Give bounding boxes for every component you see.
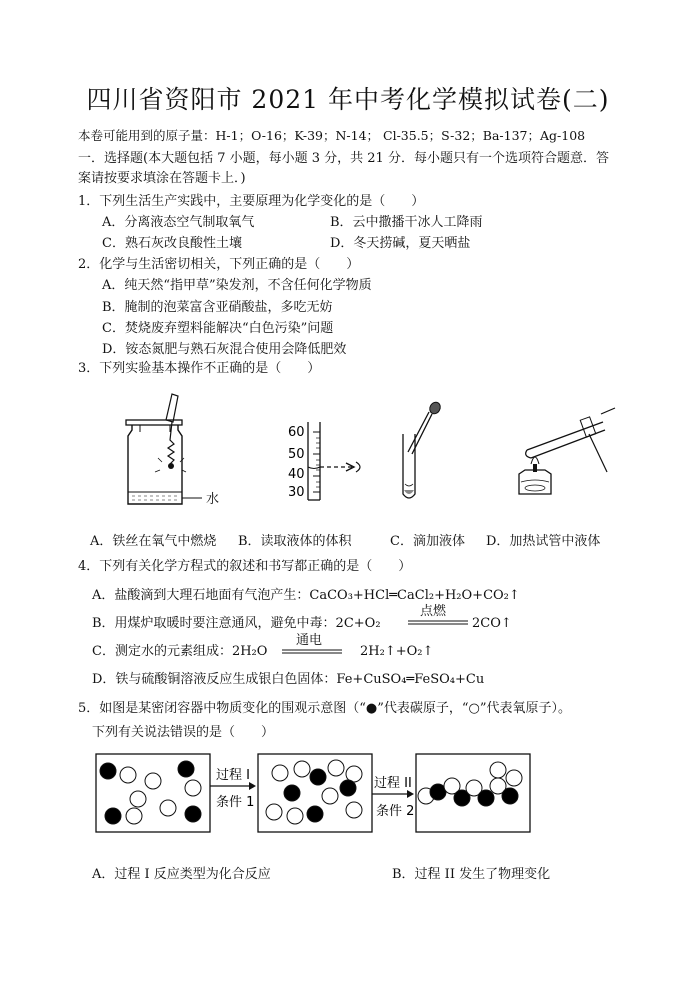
q5-stem2: 下列有关说法错误的是（ ） [92,725,275,740]
arrow-process-1 [210,782,256,790]
arrow-process-2 [372,790,414,798]
q3-stem: 3．下列实验基本操作不正确的是（ ） [78,361,321,376]
q4-c-condition: 通电 [296,633,323,648]
process-1-label: 过程 I [216,768,250,783]
q2-option-a: A．纯天然“指甲草”染发剂，不含任何化学物质 [102,278,372,293]
exam-title: 四川省资阳市 2021 年中考化学模拟试卷(二) [86,85,610,114]
q3-option-d: D．加热试管中液体 [486,534,601,549]
q5-particle-diagram [94,752,564,834]
figure-heating-test-tube [505,410,625,502]
q4-option-c: C．测定水的元素组成：2H₂O [92,644,268,659]
water-label: 水 [206,492,220,507]
section-instructions-line1: 一．选择题(本大题包括 7 小题，每小题 3 分，共 21 分．每小题只有一个选项符合题意．答 [78,151,609,166]
q4-option-d: D．铁与硫酸铜溶液反应生成银白色固体：Fe+CuSO₄═FeSO₄+Cu [92,672,485,687]
q4-option-b: B．用煤炉取暖时要注意通风，避免中毒：2C+O₂ [92,616,381,631]
q2-stem: 2．化学与生活密切相关，下列正确的是（ ） [78,257,360,272]
box-initial [96,754,210,832]
q5-option-a: A．过程 I 反应类型为化合反应 [92,867,271,882]
q2-option-c: C．焚烧废弃塑料能解决“白色污染”问题 [102,321,334,336]
q4-b-equals-sign [408,620,468,626]
q1-option-c: C．熟石灰改良酸性土壤 [102,236,242,251]
q2-option-d: D．铵态氮肥与熟石灰混合使用会降低肥效 [102,342,347,357]
tick-label-30: 30 [288,485,305,500]
q1-option-b: B．云中撒播干冰人工降雨 [330,215,483,230]
q4-c-product: 2H₂↑+O₂↑ [360,644,434,659]
box-final [416,754,530,832]
figure-graduated-cylinder [280,420,390,505]
q4-b-condition: 点燃 [420,604,447,619]
q1-option-d: D．冬天捞碱，夏天晒盐 [330,236,471,251]
figure-dropper-test-tube [395,398,455,506]
q5-option-b: B．过程 II 发生了物理变化 [392,867,551,882]
q3-option-c: C．滴加液体 [390,534,465,549]
q4-b-product: 2CO↑ [472,616,512,631]
q5-stem: 5．如图是某密闭容器中物质变化的围观示意图（“●”代表碳原子，“○”代表氧原子）。 [78,701,572,716]
q1-option-a: A．分离液态空气制取氧气 [102,215,255,230]
condition-1-label: 条件 1 [216,795,255,810]
q2-option-b: B．腌制的泡菜富含亚硝酸盐，多吃无妨 [102,300,333,315]
tick-label-60: 60 [288,425,305,440]
q3-option-a: A．铁丝在氧气中燃烧 [90,534,217,549]
atomic-masses: 本卷可能用到的原子量：H-1；O-16；K-39；N-14； Cl-35.5；S-32；Ba-137；Ag-108 [78,128,586,143]
section-instructions-line2: 案请按要求填涂在答题卡上．) [78,171,246,186]
q4-option-a: A．盐酸滴到大理石地面有气泡产生：CaCO₃+HCl═CaCl₂+H₂O+CO₂↑ [92,588,520,603]
q4-stem: 4．下列有关化学方程式的叙述和书写都正确的是（ ） [78,559,412,574]
process-2-label: 过程 II [374,776,412,791]
q3-option-b: B．读取液体的体积 [238,534,352,549]
q1-stem: 1．下列生活生产实践中，主要原理为化学变化的是（ ） [78,194,425,209]
q4-c-equals-sign [282,649,342,655]
tick-label-50: 50 [288,447,305,462]
box-middle [258,754,372,832]
condition-2-label: 条件 2 [376,804,415,819]
tick-label-40: 40 [288,467,305,482]
